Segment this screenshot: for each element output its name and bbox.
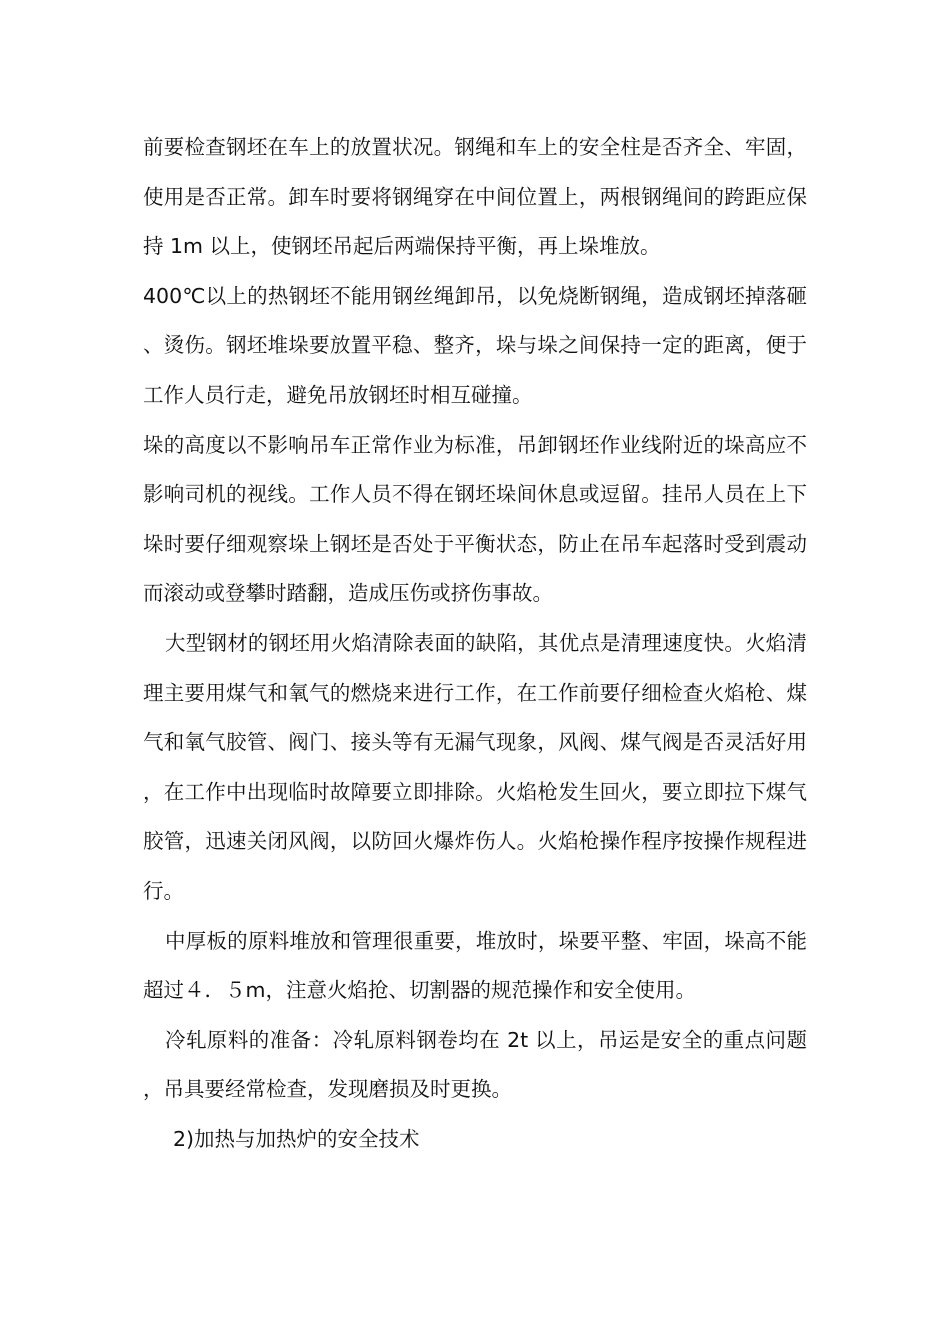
paragraph-stack-height: 垛的高度以不影响吊车正常作业为标准，吊卸钢坯作业线附近的垛高应不影响司机的视线。工作人员不得在钢坯垛间休息或逗留。挂吊人员在上下垛时要仔细观察垛上钢坯是否处于平衡状态，防止在吊车起落时受到震动而滚动或登攀时踏翻，造成压伤或挤伤事故。 [143,432,807,606]
paragraph-steel-unloading: 前要检查钢坯在车上的放置状况。钢绳和车上的安全柱是否齐全、牢固，使用是否正常。卸车时要将钢绳穿在中间位置上，两根钢绳间的跨距应保持 1m 以上，使钢坯吊起后两端保持平衡，再上垛堆放。 [143,135,807,259]
paragraph-plate-storage: 中厚板的原料堆放和管理很重要，堆放时，垛要平整、牢固，垛高不能超过４．５m，注意火焰抢、切割器的规范操作和安全使用。 [143,928,807,1003]
paragraph-hot-billet: 400℃以上的热钢坯不能用钢丝绳卸吊，以免烧断钢绳，造成钢坯掉落砸、烫伤。钢坯堆垛要放置平稳、整齐，垛与垛之间保持一定的距离，便于工作人员行走，避免吊放钢坯时相互碰撞。 [143,283,807,407]
paragraph-cold-rolling: 冷轧原料的准备：冷轧原料钢卷均在 2t 以上，吊运是安全的重点问题，吊具要经常检查，发现磨损及时更换。 [143,1027,807,1102]
document-body [143,123,807,1164]
paragraph-flame-cleaning: 大型钢材的钢坯用火焰清除表面的缺陷，其优点是清理速度快。火焰清理主要用煤气和氧气的燃烧来进行工作，在工作前要仔细检查火焰枪、煤气和氧气胶管、阀门、接头等有无漏气现象，风阀、煤气阀是否灵活好用，在工作中出现临时故障要立即排除。火焰枪发生回火，要立即拉下煤气胶管，迅速关闭风阀，以防回火爆炸伤人。火焰枪操作程序按操作规程进行。 [143,630,807,903]
section-heading: 2)加热与加热炉的安全技术 [173,1126,420,1151]
